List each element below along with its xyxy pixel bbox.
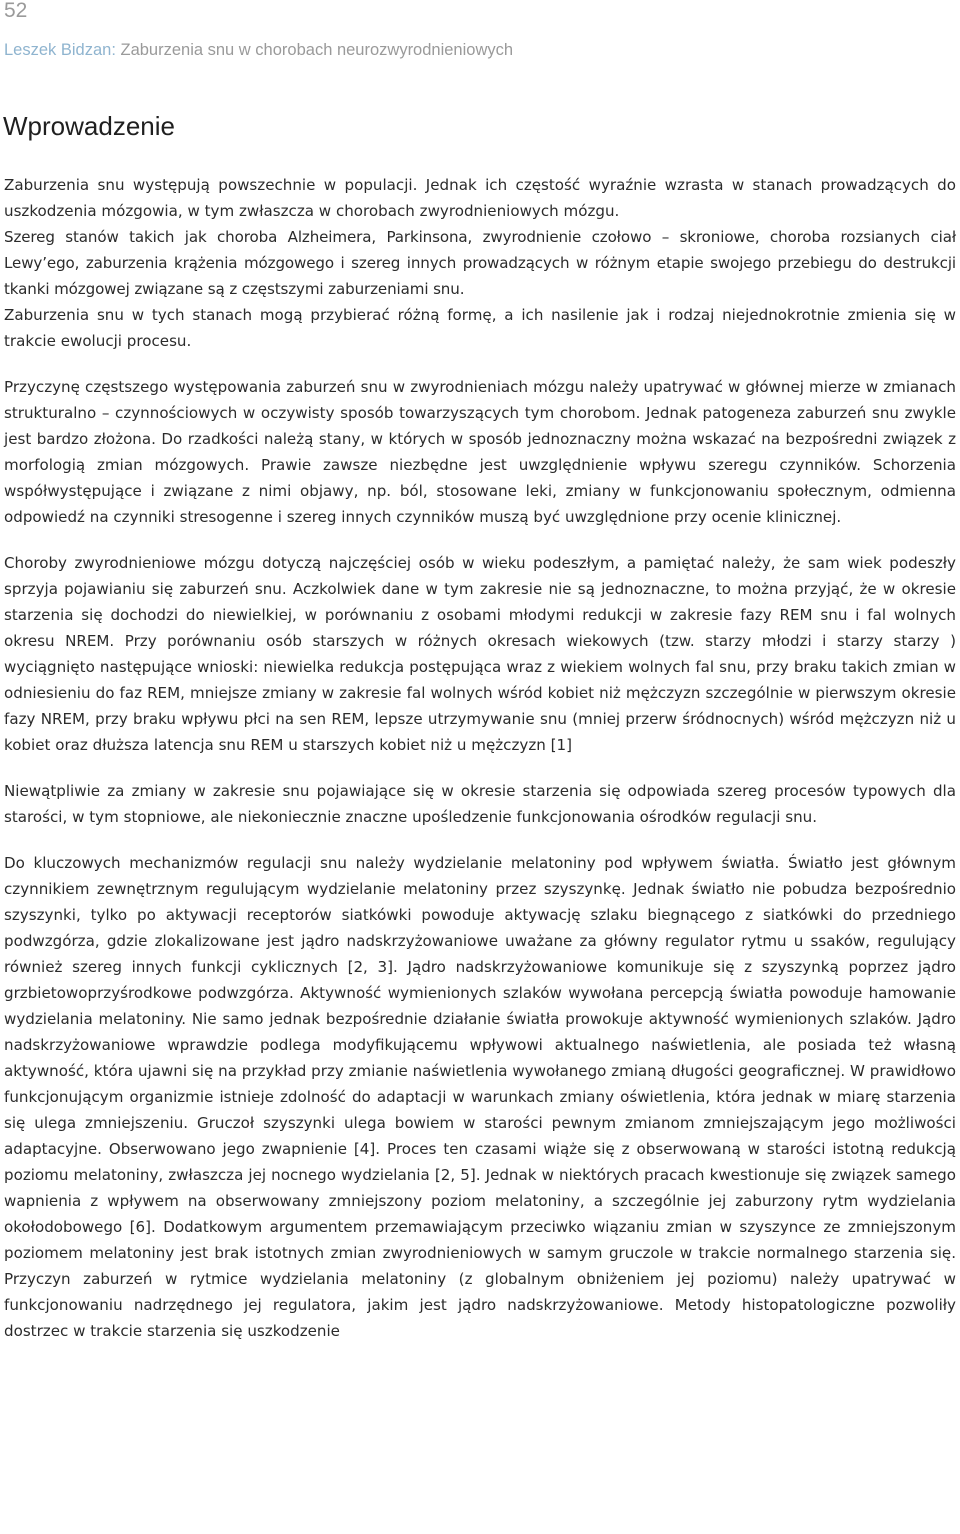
paragraph-aging: Choroby zwyrodnieniowe mózgu dotyczą najczęściej osób w wieku podeszłym, a pamiętać należy, że sam wiek podeszły sprzyja pojawianiu się zaburzeń snu. Aczkolwiek dane w tym zakresie nie są jednoznaczne, to można przyjąć, że w okresie starzenia się dochodzi do niewielkiej, w porównaniu z osobami młodymi redukcji w zakresie fazy REM snu i fal wolnych okresu NREM. Przy porównaniu osób starszych w różnych okresach wiekowych (tzw. starzy młodzi i starzy starzy ) wyciągnięto następujące wnioski: niewielka redukcja postępująca wraz z wiekiem wolnych fal snu, przy braku takich zmian w odniesieniu do faz REM, mniejsze zmiany w zakresie fal wolnych wśród kobiet niż mężczyzn szczególnie w pierwszym okresie fazy NREM, przy braku wpływu płci na sen REM, lepsze utrzymywanie snu (mniej przerw śródnocnych) wśród mężczyzn niż u kobiet oraz dłuższa latencja snu REM u starszych kobiet niż u mężczyzn [1]	[4, 554, 956, 754]
paragraph-intro-3: Zaburzenia snu w tych stanach mogą przybierać różną formę, a ich nasilenie jak i rodzaj niejednokrotnie zmienia się w trakcie ewolucji procesu.	[4, 306, 956, 350]
page-number: 52	[4, 0, 28, 22]
section-title: Wprowadzenie	[3, 111, 175, 141]
header-title: Zaburzenia snu w chorobach neurozwyrodnieniowych	[115, 41, 514, 59]
paragraph-causes: Przyczynę częstszego występowania zaburzeń snu w zwyrodnieniach mózgu należy upatrywać w głównej mierze w zmianach strukturalno – czynnościowych w oczywisty sposób towarzyszących tym chorobom. Jednak patogeneza zaburzeń snu zwykle jest bardzo złożona. Do rzadkości należą stany, w których w sposób jednoznaczny można wskazać na bezpośredni związek z morfologią zmian mózgowych. Prawie zawsze niezbędne jest uwzględnienie wpływu szeregu czynników. Schorzenia współwystępujące i związane z nimi objawy, np. ból, stosowane leki, zmiany w funkcjonowaniu społecznym, odmienna odpowiedź na czynniki stresogenne i szereg innych czynników muszą być uwzględnione przy ocenie klinicznej.	[4, 378, 956, 526]
header-author: Leszek Bidzan:	[4, 41, 116, 59]
paragraph-intro-1: Zaburzenia snu występują powszechnie w populacji. Jednak ich częstość wyraźnie wzrasta w stanach prowadzących do uszkodzenia mózgowia, w tym zwłaszcza w chorobach zwyrodnieniowych mózgu.	[4, 176, 956, 220]
paragraph-processes: Niewątpliwie za zmiany w zakresie snu pojawiające się w okresie starzenia się odpowiada szereg procesów typowych dla starości, w tym stopniowe, ale niekoniecznie znaczne upośledzenie funkcjonowania ośrodków regulacji snu.	[4, 782, 956, 826]
body-text	[4, 172, 956, 1344]
paragraph-intro-2: Szereg stanów takich jak choroba Alzheimera, Parkinsona, zwyrodnienie czołowo – skroniowe, choroba rozsianych ciał Lewy’ego, zaburzenia krążenia mózgowego i szereg innych prowadzących w różnym etapie swojego przebiegu do destrukcji tkanki mózgowej związane są z częstszymi zaburzeniami snu.	[4, 228, 956, 298]
paragraph-melatonin: Do kluczowych mechanizmów regulacji snu należy wydzielanie melatoniny pod wpływem światła. Światło jest głównym czynnikiem zewnętrznym regulującym wydzielanie melatoniny przez szyszynkę. Jednak światło nie pobudza bezpośrednio szyszynki, tylko po aktywacji receptorów siatkówki powoduje aktywację szlaku biegnącego z siatkówki do przedniego podwzgórza, gdzie zlokalizowane jest jądro nadskrzyżowaniowe uważane za główny regulator rytmu u ssaków, regulujący również szereg innych funkcji cyklicznych [2, 3]. Jądro nadskrzyżowaniowe komunikuje się z szyszynką poprzez jądro grzbietowoprzyśrodkowe podwzgórza. Aktywność wymienionych szlaków wywołana percepcją światła powoduje hamowanie wydzielania melatoniny. Nie samo jednak bezpośrednie działanie światła prowokuje aktywność wymienionych szlaków. Jądro nadskrzyżowaniowe wprawdzie podlega modyfikującemu wpływowi aktualnego naświetlenia, ale posiada też własną aktywność, która ujawni się na przykład przy zmianie naświetlenia wywołanego zmianą długości geograficznej. W prawidłowo funkcjonującym organizmie istnieje zdolność do adaptacji w warunkach zmiany oświetlenia, która jednak w miarę starzenia się ulega zmniejszeniu. Gruczoł szyszynki ulega bowiem w starości pewnym zmianom zmniejszającym jego możliwości adaptacyjne. Obserwowano jego zwapnienie [4]. Proces ten czasami wiąże się z obserwowaną w starości istotną redukcją poziomu melatoniny, zwłaszcza jej nocnego wydzielania [2, 5]. Jednak w niektórych pracach kwestionuje się związek samego wapnienia z wpływem na obserwowany zmniejszony poziom melatoniny, a szczególnie jej zaburzony rytm wydzielania okołodobowego [6]. Dodatkowym argumentem przemawiającym przeciwko wiązaniu zmian w szyszynce ze zmniejszonym poziomem melatoniny jest brak istotnych zmian zwyrodnieniowych w samym gruczole w trakcie normalnego starzenia się. Przyczyn zaburzeń w rytmice wydzielania melatoniny (z globalnym obniżeniem jej poziomu) należy upatrywać w funkcjonowaniu nadrzędnego jej regulatora, jakim jest jądro nadskrzyżowaniowe. Metody histopatologiczne pozwoliły dostrzec w trakcie starzenia się uszkodzenie	[4, 854, 956, 1340]
running-header	[4, 41, 513, 60]
